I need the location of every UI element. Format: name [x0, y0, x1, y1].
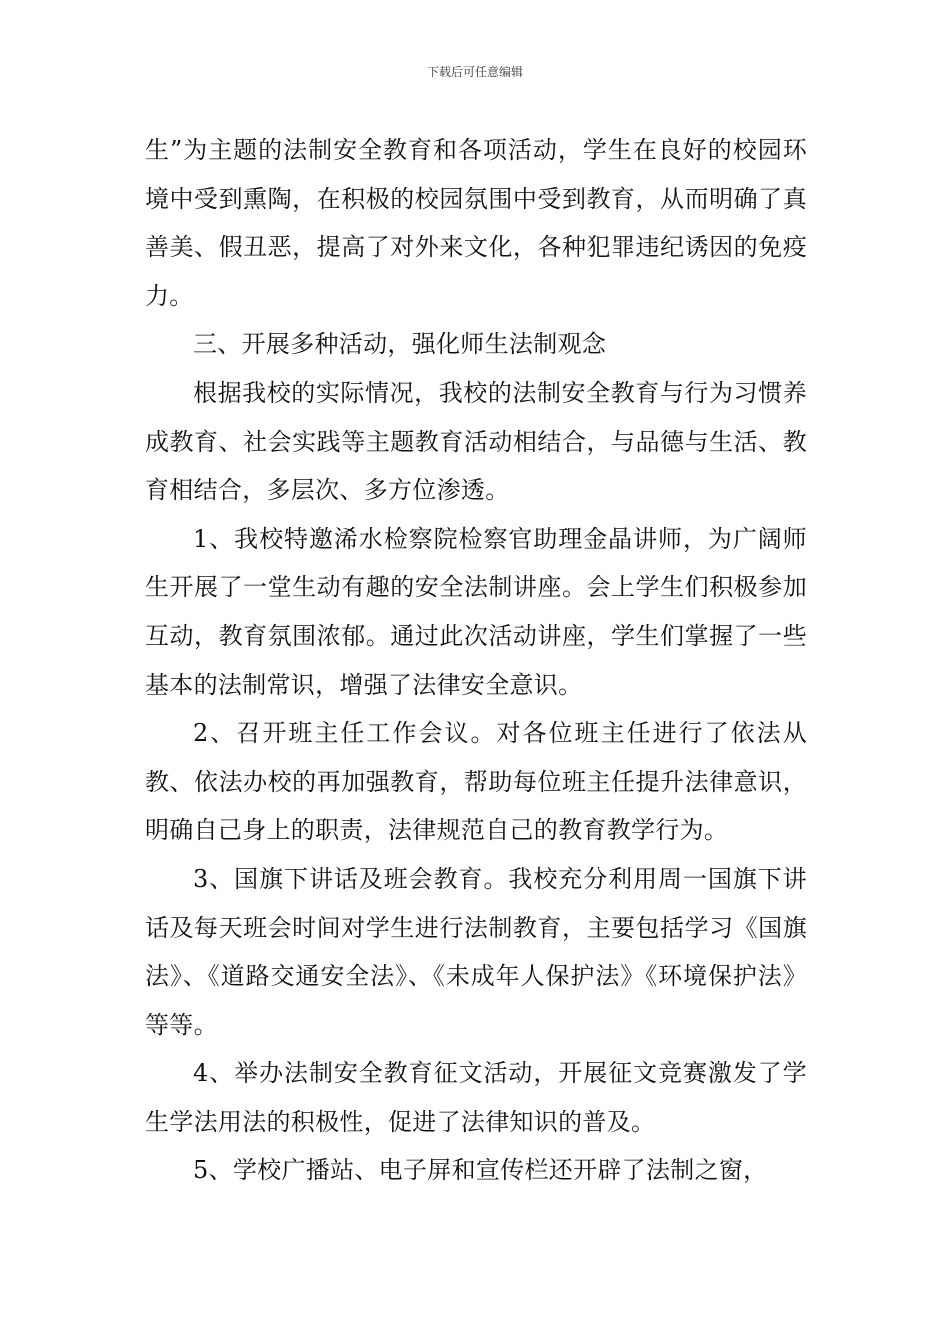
list-item-2: 2、召开班主任工作会议。对各位班主任进行了依法从教、依法办校的再加强教育，帮助每位班主任提升法律意识，明确自己身上的职责，法律规范自己的教育教学行为。 [145, 719, 807, 845]
list-item-1: 1、我校特邀浠水检察院检察官助理金晶讲师，为广阔师生开展了一堂生动有趣的安全法制讲座。会上学生们积极参加互动，教育氛围浓郁。通过此次活动讲座，学生们掌握了一些基本的法制常识，增强了法律安全意识。 [145, 524, 807, 699]
list-item-4: 4、举办法制安全教育征文活动，开展征文竞赛激发了学生学法用法的积极性，促进了法律知识的普及。 [145, 1059, 807, 1136]
section-heading-3: 三、开展多种活动，强化师生法制观念 [193, 330, 607, 359]
document-body [145, 126, 807, 1195]
list-item-5: 5、学校广播站、电子屏和宣传栏还开辟了法制之窗， [193, 1156, 768, 1185]
page-header: 下载后可任意编辑 [426, 65, 523, 79]
paragraph-section-3-intro: 根据我校的实际情况，我校的法制安全教育与行为习惯养成教育、社会实践等主题教育活动相结合，与品德与生活、教育相结合，多层次、多方位渗透。 [145, 378, 807, 505]
list-item-3: 3、国旗下讲话及班会教育。我校充分利用周一国旗下讲话及每天班会时间对学生进行法制教育，主要包括学习《国旗法》、《道路交通安全法》、《未成年人保护法》《环境保护法》等等。 [145, 864, 807, 1039]
paragraph-intro-continuation: 生”为主题的法制安全教育和各项活动，学生在良好的校园环境中受到熏陶，在积极的校园氛围中受到教育，从而明确了真善美、假丑恶，提高了对外来文化，各种犯罪违纪诱因的免疫力。 [145, 136, 807, 310]
